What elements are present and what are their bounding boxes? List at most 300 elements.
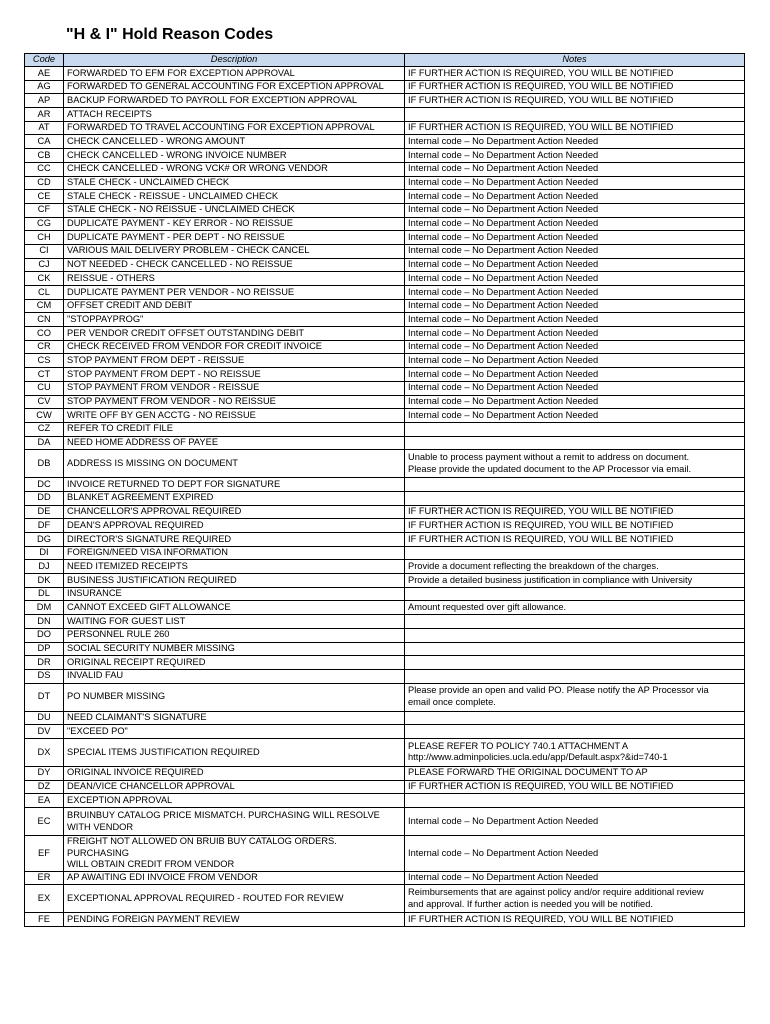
- notes-cell: [405, 615, 745, 629]
- table-row: [25, 135, 745, 149]
- description-cell: [64, 794, 405, 808]
- code-cell: [25, 560, 64, 574]
- code-cell-text: DE: [37, 506, 51, 517]
- code-cell: [25, 574, 64, 588]
- code-cell-text: CE: [37, 190, 51, 201]
- code-cell-text: AP: [37, 94, 51, 105]
- code-cell: [25, 587, 64, 601]
- notes-cell-text: IF FURTHER ACTION IS REQUIRED, YOU WILL BE NOTIFIED: [408, 67, 674, 78]
- table-row: [25, 80, 745, 94]
- notes-cell-text: Internal code – No Department Action Needed: [408, 135, 599, 146]
- notes-cell: [405, 162, 745, 176]
- description-cell: [64, 286, 405, 300]
- description-cell: [64, 656, 405, 670]
- notes-cell: [405, 913, 745, 927]
- code-cell: [25, 217, 64, 231]
- description-cell: [64, 587, 405, 601]
- description-cell-text: CHECK CANCELLED - WRONG INVOICE NUMBER: [67, 149, 287, 160]
- notes-cell: [405, 258, 745, 272]
- table-row: [25, 354, 745, 368]
- code-cell: [25, 272, 64, 286]
- description-cell: [64, 533, 405, 547]
- code-cell: [25, 725, 64, 739]
- description-cell-text: PENDING FOREIGN PAYMENT REVIEW: [67, 914, 240, 925]
- notes-cell-text: Internal code – No Department Action Needed: [408, 396, 599, 407]
- description-cell-text: PERSONNEL RULE 260: [67, 629, 170, 640]
- code-cell: [25, 422, 64, 436]
- notes-cell: [405, 149, 745, 163]
- description-cell: [64, 642, 405, 656]
- table-row: [25, 738, 745, 766]
- code-cell-text: CZ: [37, 423, 51, 434]
- code-cell-text: ER: [37, 872, 51, 883]
- code-cell-text: FE: [38, 914, 50, 925]
- code-cell-text: DF: [37, 519, 51, 530]
- notes-cell-text: Internal code – No Department Action Needed: [408, 815, 599, 826]
- description-cell: [64, 560, 405, 574]
- description-cell-text: "STOPPAYPROG": [67, 313, 144, 324]
- description-cell-text: STALE CHECK - UNCLAIMED CHECK: [67, 177, 230, 188]
- table-row: [25, 176, 745, 190]
- description-cell-text: BUSINESS JUSTIFICATION REQUIRED: [67, 574, 237, 585]
- notes-cell-text: Internal code – No Department Action Needed: [408, 272, 599, 283]
- description-cell-text: SPECIAL ITEMS JUSTIFICATION REQUIRED: [67, 746, 260, 757]
- notes-cell: [405, 395, 745, 409]
- notes-cell-text: Internal code – No Department Action Needed: [408, 163, 599, 174]
- table-row: [25, 121, 745, 135]
- description-cell-text: OFFSET CREDIT AND DEBIT: [67, 300, 193, 311]
- code-cell: [25, 505, 64, 519]
- description-cell: [64, 327, 405, 341]
- description-cell-text: BACKUP FORWARDED TO PAYROLL FOR EXCEPTION APPROVAL: [67, 94, 357, 105]
- code-cell: [25, 711, 64, 725]
- code-cell: [25, 94, 64, 108]
- description-cell: [64, 669, 405, 683]
- description-cell: [64, 628, 405, 642]
- code-cell: [25, 368, 64, 382]
- table-row: [25, 519, 745, 533]
- table-row: [25, 149, 745, 163]
- description-cell: [64, 505, 405, 519]
- table-row: [25, 574, 745, 588]
- notes-cell: [405, 190, 745, 204]
- description-cell-text: PO NUMBER MISSING: [67, 691, 166, 702]
- description-cell-text: DUPLICATE PAYMENT - PER DEPT - NO REISSUE: [67, 231, 285, 242]
- notes-cell-text: Internal code – No Department Action Needed: [408, 300, 599, 311]
- code-cell: [25, 340, 64, 354]
- code-cell-text: DJ: [38, 560, 50, 571]
- notes-cell: [405, 642, 745, 656]
- notes-cell: [405, 381, 745, 395]
- description-cell: [64, 135, 405, 149]
- code-cell: [25, 286, 64, 300]
- notes-cell: [405, 871, 745, 885]
- notes-cell-text: Internal code – No Department Action Needed: [408, 245, 599, 256]
- table-row: [25, 203, 745, 217]
- description-cell: [64, 601, 405, 615]
- description-cell-text: NEED CLAIMANT'S SIGNATURE: [67, 712, 207, 723]
- description-cell: [64, 409, 405, 423]
- description-cell-text: WAITING FOR GUEST LIST: [67, 615, 186, 626]
- code-cell: [25, 381, 64, 395]
- description-cell: [64, 231, 405, 245]
- code-cell: [25, 80, 64, 94]
- description-cell-text: CHECK CANCELLED - WRONG AMOUNT: [67, 135, 246, 146]
- notes-cell-text: Internal code – No Department Action Needed: [408, 231, 599, 242]
- notes-cell-text: Provide a detailed business justification in compliance with University: [408, 574, 693, 585]
- notes-cell: [405, 669, 745, 683]
- table-row: [25, 587, 745, 601]
- code-cell-text: CN: [37, 313, 51, 324]
- description-cell-text: INVALID FAU: [67, 670, 124, 681]
- description-cell: [64, 766, 405, 780]
- table-row: [25, 780, 745, 794]
- notes-cell-text: Internal code – No Department Action Needed: [408, 313, 599, 324]
- description-cell: [64, 272, 405, 286]
- code-cell: [25, 491, 64, 505]
- description-cell-text: FORWARDED TO TRAVEL ACCOUNTING FOR EXCEPTION APPROVAL: [67, 122, 375, 133]
- description-cell-text: NEED HOME ADDRESS OF PAYEE: [67, 437, 219, 448]
- code-cell-text: CD: [37, 177, 51, 188]
- description-cell-text: NOT NEEDED - CHECK CANCELLED - NO REISSUE: [67, 259, 293, 270]
- description-cell-text: EXCEPTION APPROVAL: [67, 794, 173, 805]
- code-cell-text: EF: [38, 847, 50, 858]
- code-cell: [25, 478, 64, 492]
- notes-cell-text: PLEASE REFER TO POLICY 740.1 ATTACHMENT A http://www.adminpolicies.ucla.edu/app/Default.aspx?&id=740-1: [408, 740, 668, 763]
- notes-cell: [405, 711, 745, 725]
- notes-cell-text: Please provide an open and valid PO. Please notify the AP Processor via email once complete.: [408, 685, 709, 708]
- description-cell: [64, 436, 405, 450]
- notes-cell: [405, 286, 745, 300]
- notes-cell: [405, 491, 745, 505]
- description-cell: [64, 422, 405, 436]
- description-cell: [64, 203, 405, 217]
- code-cell: [25, 327, 64, 341]
- notes-cell: [405, 176, 745, 190]
- code-cell: [25, 836, 64, 872]
- code-cell-text: DI: [39, 547, 49, 558]
- code-cell: [25, 313, 64, 327]
- code-cell: [25, 231, 64, 245]
- notes-cell-text: Reimbursements that are against policy and/or require additional review and approval. If further action is needed you will be notified.: [408, 887, 704, 909]
- description-cell-text: FORWARDED TO EFM FOR EXCEPTION APPROVAL: [67, 67, 295, 78]
- description-cell-text: STOP PAYMENT FROM DEPT - NO REISSUE: [67, 368, 261, 379]
- description-cell: [64, 725, 405, 739]
- notes-cell-text: Amount requested over gift allowance.: [408, 601, 567, 612]
- code-cell: [25, 642, 64, 656]
- description-cell: [64, 149, 405, 163]
- notes-cell: [405, 628, 745, 642]
- table-row: [25, 190, 745, 204]
- code-cell: [25, 656, 64, 670]
- description-cell-text: STALE CHECK - REISSUE - UNCLAIMED CHECK: [67, 190, 279, 201]
- code-cell-text: CT: [37, 368, 51, 379]
- code-cell-text: DZ: [37, 781, 51, 792]
- table-row: [25, 409, 745, 423]
- code-cell: [25, 546, 64, 560]
- code-cell: [25, 244, 64, 258]
- description-cell: [64, 354, 405, 368]
- notes-cell: [405, 135, 745, 149]
- table-row: [25, 794, 745, 808]
- table-row: [25, 217, 745, 231]
- table-row: [25, 422, 745, 436]
- description-cell-text: INVOICE RETURNED TO DEPT FOR SIGNATURE: [67, 478, 281, 489]
- code-cell: [25, 871, 64, 885]
- table-row: [25, 94, 745, 108]
- description-cell: [64, 519, 405, 533]
- code-cell-text: EC: [37, 815, 51, 826]
- notes-cell-text: Internal code – No Department Action Needed: [408, 204, 599, 215]
- description-cell: [64, 121, 405, 135]
- code-cell-text: DK: [37, 574, 51, 585]
- code-column-header: Code: [25, 54, 64, 67]
- code-cell: [25, 794, 64, 808]
- table-row: [25, 299, 745, 313]
- notes-cell: [405, 354, 745, 368]
- table-row: [25, 766, 745, 780]
- notes-cell: [405, 368, 745, 382]
- description-cell-text: WRITE OFF BY GEN ACCTG - NO REISSUE: [67, 409, 256, 420]
- notes-cell-text: Internal code – No Department Action Needed: [408, 368, 599, 379]
- code-cell-text: CO: [37, 327, 51, 338]
- code-cell: [25, 766, 64, 780]
- code-cell: [25, 135, 64, 149]
- table-row: [25, 683, 745, 711]
- code-cell: [25, 519, 64, 533]
- code-cell: [25, 628, 64, 642]
- table-row: [25, 108, 745, 122]
- code-cell-text: CJ: [38, 259, 50, 270]
- code-cell-text: DG: [37, 533, 51, 544]
- code-cell-text: CW: [36, 409, 52, 420]
- description-cell-text: CHANCELLOR'S APPROVAL REQUIRED: [67, 506, 242, 517]
- description-cell-text: STOP PAYMENT FROM DEPT - REISSUE: [67, 354, 245, 365]
- description-cell-text: FREIGHT NOT ALLOWED ON BRUIB BUY CATALOG ORDERS. PURCHASING WILL OBTAIN CREDIT FROM VENDOR: [67, 836, 337, 870]
- notes-cell-text: IF FURTHER ACTION IS REQUIRED, YOU WILL BE NOTIFIED: [408, 81, 674, 92]
- notes-cell: [405, 725, 745, 739]
- code-cell: [25, 176, 64, 190]
- code-cell-text: EX: [37, 893, 51, 904]
- notes-cell: [405, 808, 745, 836]
- notes-cell: [405, 121, 745, 135]
- code-cell-text: CF: [37, 204, 51, 215]
- table-row: [25, 656, 745, 670]
- notes-cell-text: Internal code – No Department Action Needed: [408, 382, 599, 393]
- code-cell: [25, 409, 64, 423]
- code-cell-text: DU: [37, 712, 51, 723]
- code-cell: [25, 669, 64, 683]
- table-row: [25, 478, 745, 492]
- table-row: [25, 368, 745, 382]
- description-cell: [64, 108, 405, 122]
- page-title: "H & I" Hold Reason Codes: [66, 26, 274, 43]
- code-cell-text: DB: [37, 457, 51, 468]
- code-cell-text: DO: [37, 629, 51, 640]
- table-row: [25, 340, 745, 354]
- table-row: [25, 286, 745, 300]
- table-row: [25, 327, 745, 341]
- notes-cell: [405, 885, 745, 913]
- description-cell: [64, 546, 405, 560]
- notes-cell-text: IF FURTHER ACTION IS REQUIRED, YOU WILL BE NOTIFIED: [408, 122, 674, 133]
- description-cell: [64, 381, 405, 395]
- description-cell-text: SOCIAL SECURITY NUMBER MISSING: [67, 643, 235, 654]
- description-cell: [64, 450, 405, 478]
- code-cell: [25, 395, 64, 409]
- description-cell: [64, 836, 405, 872]
- description-cell: [64, 299, 405, 313]
- description-cell: [64, 80, 405, 94]
- notes-cell: [405, 601, 745, 615]
- description-cell: [64, 478, 405, 492]
- code-cell-text: DN: [37, 615, 51, 626]
- description-cell-text: DEAN/VICE CHANCELLOR APPROVAL: [67, 781, 235, 792]
- code-cell-text: DP: [37, 643, 51, 654]
- description-cell: [64, 217, 405, 231]
- notes-cell: [405, 780, 745, 794]
- description-cell-text: DIRECTOR'S SIGNATURE REQUIRED: [67, 533, 232, 544]
- notes-cell: [405, 313, 745, 327]
- description-cell-text: ORIGINAL RECEIPT REQUIRED: [67, 656, 206, 667]
- notes-cell: [405, 436, 745, 450]
- description-column-header: Description: [64, 54, 405, 67]
- notes-cell: [405, 409, 745, 423]
- description-cell-text: ADDRESS IS MISSING ON DOCUMENT: [67, 457, 238, 468]
- description-cell-text: DUPLICATE PAYMENT - KEY ERROR - NO REISSUE: [67, 218, 293, 229]
- notes-cell: [405, 203, 745, 217]
- code-cell-text: DS: [37, 670, 51, 681]
- notes-cell: [405, 422, 745, 436]
- table-row: [25, 560, 745, 574]
- description-cell: [64, 340, 405, 354]
- code-cell: [25, 683, 64, 711]
- code-cell: [25, 738, 64, 766]
- code-cell-text: DM: [36, 601, 52, 612]
- code-cell: [25, 258, 64, 272]
- code-cell-text: CA: [37, 135, 51, 146]
- table-row: [25, 381, 745, 395]
- description-cell: [64, 94, 405, 108]
- code-cell-text: DT: [37, 691, 51, 702]
- code-cell: [25, 913, 64, 927]
- table-row: [25, 885, 745, 913]
- notes-cell-text: IF FURTHER ACTION IS REQUIRED, YOU WILL BE NOTIFIED: [408, 914, 674, 925]
- table-row: [25, 615, 745, 629]
- description-cell-text: REISSUE - OTHERS: [67, 272, 155, 283]
- notes-column-header: Notes: [405, 54, 745, 67]
- code-cell-text: DX: [37, 746, 51, 757]
- table-row: [25, 836, 745, 872]
- description-cell-text: EXCEPTIONAL APPROVAL REQUIRED - ROUTED FOR REVIEW: [67, 893, 344, 904]
- notes-cell-text: Provide a document reflecting the breakdown of the charges.: [408, 560, 659, 571]
- notes-cell-text: IF FURTHER ACTION IS REQUIRED, YOU WILL BE NOTIFIED: [408, 519, 674, 530]
- notes-cell-text: IF FURTHER ACTION IS REQUIRED, YOU WILL BE NOTIFIED: [408, 533, 674, 544]
- code-cell-text: DC: [37, 478, 51, 489]
- description-cell-text: AP AWAITING EDI INVOICE FROM VENDOR: [67, 872, 258, 883]
- description-cell-text: ORIGINAL INVOICE REQUIRED: [67, 767, 204, 778]
- notes-cell: [405, 231, 745, 245]
- table-row: [25, 546, 745, 560]
- description-cell-text: DUPLICATE PAYMENT PER VENDOR - NO REISSUE: [67, 286, 295, 297]
- description-cell: [64, 368, 405, 382]
- description-cell: [64, 683, 405, 711]
- code-cell-text: DL: [38, 588, 50, 599]
- code-cell-text: CR: [37, 341, 51, 352]
- description-cell-text: CHECK RECEIVED FROM VENDOR FOR CREDIT INVOICE: [67, 341, 323, 352]
- notes-cell: [405, 587, 745, 601]
- notes-cell: [405, 546, 745, 560]
- description-cell: [64, 711, 405, 725]
- notes-cell: [405, 533, 745, 547]
- code-cell-text: CK: [37, 272, 51, 283]
- notes-cell-text: Unable to process payment without a remit to address on document. Please provide the updated document to the AP Processor via email.: [408, 452, 692, 474]
- table-body: [25, 67, 745, 927]
- notes-cell-text: PLEASE FORWARD THE ORIGINAL DOCUMENT TO AP: [408, 767, 648, 778]
- description-cell-text: STOP PAYMENT FROM VENDOR - NO REISSUE: [67, 396, 276, 407]
- notes-cell: [405, 67, 745, 81]
- description-cell: [64, 808, 405, 836]
- code-cell-text: CH: [37, 231, 51, 242]
- notes-cell-text: Internal code – No Department Action Needed: [408, 177, 599, 188]
- description-cell-text: FORWARDED TO GENERAL ACCOUNTING FOR EXCEPTION APPROVAL: [67, 81, 384, 92]
- table-row: [25, 725, 745, 739]
- notes-cell-text: Internal code – No Department Action Needed: [408, 218, 599, 229]
- notes-cell: [405, 299, 745, 313]
- description-cell: [64, 780, 405, 794]
- code-cell: [25, 162, 64, 176]
- table-row: [25, 272, 745, 286]
- description-cell: [64, 162, 405, 176]
- notes-cell-text: IF FURTHER ACTION IS REQUIRED, YOU WILL BE NOTIFIED: [408, 506, 674, 517]
- notes-cell: [405, 683, 745, 711]
- code-cell: [25, 780, 64, 794]
- table-row: [25, 669, 745, 683]
- notes-cell: [405, 108, 745, 122]
- table-row: [25, 871, 745, 885]
- notes-cell: [405, 244, 745, 258]
- table-row: [25, 642, 745, 656]
- table-row: [25, 231, 745, 245]
- description-cell-text: DEAN'S APPROVAL REQUIRED: [67, 519, 204, 530]
- description-cell-text: NEED ITEMIZED RECEIPTS: [67, 560, 188, 571]
- notes-cell-text: Internal code – No Department Action Needed: [408, 259, 599, 270]
- notes-cell: [405, 80, 745, 94]
- description-cell: [64, 615, 405, 629]
- notes-cell: [405, 327, 745, 341]
- code-cell-text: CS: [37, 354, 51, 365]
- description-cell: [64, 244, 405, 258]
- notes-cell: [405, 450, 745, 478]
- code-cell-text: CG: [37, 218, 51, 229]
- code-cell: [25, 615, 64, 629]
- notes-cell: [405, 560, 745, 574]
- code-cell-text: CL: [38, 286, 50, 297]
- notes-cell-text: IF FURTHER ACTION IS REQUIRED, YOU WILL BE NOTIFIED: [408, 781, 674, 792]
- notes-cell-text: Internal code – No Department Action Needed: [408, 409, 599, 420]
- table-row: [25, 162, 745, 176]
- description-cell-text: REFER TO CREDIT FILE: [67, 423, 173, 434]
- description-cell-text: ATTACH RECEIPTS: [67, 108, 152, 119]
- description-cell-text: FOREIGN/NEED VISA INFORMATION: [67, 547, 228, 558]
- table-row: [25, 244, 745, 258]
- notes-cell-text: Internal code – No Department Action Needed: [408, 341, 599, 352]
- code-cell-text: AT: [38, 122, 50, 133]
- description-cell-text: CHECK CANCELLED - WRONG VCK# OR WRONG VENDOR: [67, 163, 328, 174]
- code-cell-text: CB: [37, 149, 51, 160]
- table-row: [25, 808, 745, 836]
- notes-cell-text: Internal code – No Department Action Needed: [408, 327, 599, 338]
